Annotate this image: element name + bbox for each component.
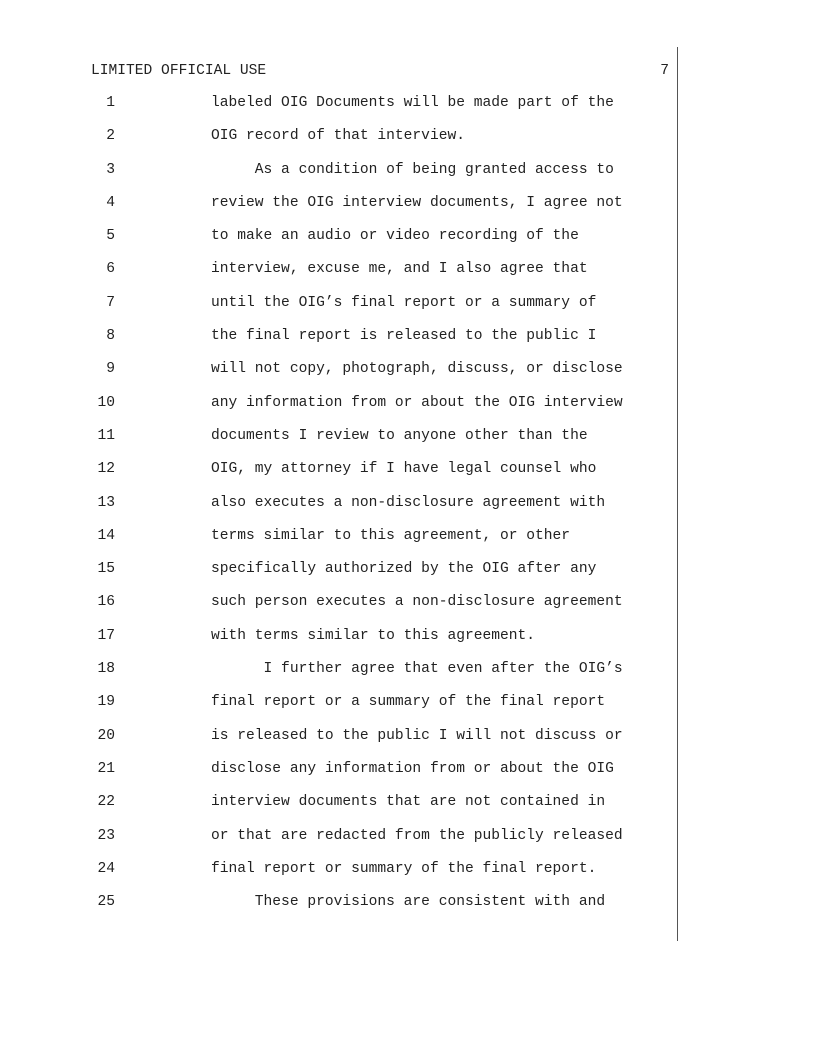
line-number: 3 <box>106 161 115 178</box>
line-text: until the OIG’s final report or a summary of <box>211 294 597 311</box>
line-number: 8 <box>106 328 115 345</box>
line-text: I further agree that even after the OIG’s <box>211 661 623 678</box>
transcript-line <box>0 293 816 326</box>
transcript-line <box>0 126 816 159</box>
line-text: final report or a summary of the final report <box>211 694 606 711</box>
line-number: 2 <box>106 128 115 145</box>
line-text: also executes a non-disclosure agreement with <box>211 494 606 511</box>
transcript-line <box>0 859 816 892</box>
line-number: 13 <box>97 494 115 511</box>
line-text: specifically authorized by the OIG after any <box>211 561 597 578</box>
line-text: labeled OIG Documents will be made part of the <box>211 95 614 111</box>
classification-label: LIMITED OFFICIAL USE <box>91 63 267 79</box>
line-number: 25 <box>97 894 115 911</box>
line-number: 6 <box>106 261 115 278</box>
line-number: 7 <box>106 294 115 311</box>
line-text: documents I review to anyone other than the <box>211 427 588 444</box>
transcript-line <box>0 726 816 759</box>
line-number: 1 <box>106 95 115 111</box>
line-number: 15 <box>97 561 115 578</box>
line-number: 18 <box>97 661 115 678</box>
page-number: 7 <box>660 63 669 79</box>
line-number: 24 <box>97 860 115 877</box>
line-number: 16 <box>97 594 115 611</box>
line-number: 4 <box>106 194 115 211</box>
transcript-line <box>0 792 816 825</box>
line-text: or that are redacted from the publicly released <box>211 827 623 844</box>
transcript-line <box>0 459 816 492</box>
transcript-line <box>0 493 816 526</box>
transcript-line <box>0 526 816 559</box>
transcript-line <box>0 559 816 592</box>
line-text: will not copy, photograph, discuss, or disclose <box>211 361 623 378</box>
line-number: 20 <box>97 727 115 744</box>
line-text: These provisions are consistent with and <box>211 894 606 911</box>
transcript-line <box>0 93 816 126</box>
transcript-line <box>0 393 816 426</box>
transcript-line <box>0 592 816 625</box>
line-number: 10 <box>97 394 115 411</box>
line-number: 5 <box>106 228 115 245</box>
line-number: 23 <box>97 827 115 844</box>
transcript-line <box>0 692 816 725</box>
line-text: terms similar to this agreement, or other <box>211 527 571 544</box>
line-number: 11 <box>97 427 115 444</box>
line-text: the final report is released to the public I <box>211 328 597 345</box>
transcript-line <box>0 259 816 292</box>
line-text: is released to the public I will not discuss or <box>211 727 623 744</box>
page-header <box>91 61 669 81</box>
line-text: OIG record of that interview. <box>211 128 465 145</box>
transcript-line <box>0 193 816 226</box>
line-text: final report or summary of the final report. <box>211 860 597 877</box>
line-number: 12 <box>97 461 115 478</box>
transcript-line <box>0 226 816 259</box>
line-number: 19 <box>97 694 115 711</box>
line-text: OIG, my attorney if I have legal counsel who <box>211 461 597 478</box>
line-text: review the OIG interview documents, I agree not <box>211 194 623 211</box>
transcript-line <box>0 759 816 792</box>
line-text: interview documents that are not contained in <box>211 794 606 811</box>
line-number: 22 <box>97 794 115 811</box>
transcript-line <box>0 626 816 659</box>
line-text: interview, excuse me, and I also agree that <box>211 261 588 278</box>
line-text: any information from or about the OIG interview <box>211 394 623 411</box>
transcript-line <box>0 160 816 193</box>
transcript-line <box>0 659 816 692</box>
line-text: such person executes a non-disclosure agreement <box>211 594 623 611</box>
line-number: 14 <box>97 527 115 544</box>
transcript-line <box>0 359 816 392</box>
line-number: 9 <box>106 361 115 378</box>
line-number: 17 <box>97 627 115 644</box>
line-text: to make an audio or video recording of the <box>211 228 579 245</box>
line-text: As a condition of being granted access to <box>211 161 614 178</box>
transcript-line <box>0 426 816 459</box>
transcript-line <box>0 826 816 859</box>
transcript-line <box>0 326 816 359</box>
transcript-line <box>0 892 816 925</box>
line-text: with terms similar to this agreement. <box>211 627 536 644</box>
line-text: disclose any information from or about the OIG <box>211 760 614 777</box>
line-number: 21 <box>97 760 115 777</box>
transcript-body <box>0 93 816 925</box>
